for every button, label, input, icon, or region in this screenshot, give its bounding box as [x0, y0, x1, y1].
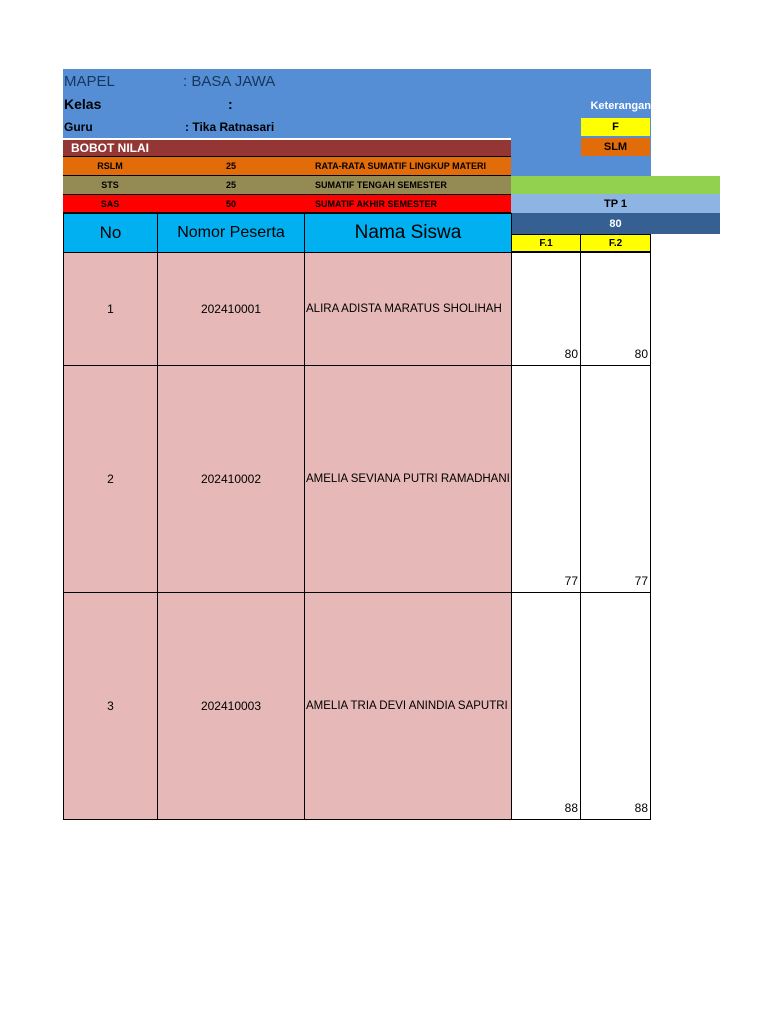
bobot-row-rslm [63, 156, 511, 175]
row-nama: AMELIA TRIA DEVI ANINDIA SAPUTRI [304, 592, 512, 820]
tp-score-text: 80 [609, 217, 622, 230]
header-nomor-peserta: Nomor Peserta [157, 213, 305, 253]
row-f2: 80 [580, 252, 651, 366]
keterangan-title: Keterangan [590, 100, 651, 112]
kelas-value: : [228, 96, 233, 112]
bobot-row-sts [63, 175, 511, 194]
row-nomor: 202410002 [157, 365, 305, 593]
bobot-desc: SUMATIF AKHIR SEMESTER [315, 198, 438, 209]
bobot-row-sas [63, 194, 511, 213]
f2-header: F.2 [580, 234, 651, 252]
row-f2: 88 [580, 592, 651, 820]
tp-label-text: TP 1 [603, 197, 628, 210]
tp-label [511, 194, 720, 213]
row-f1: 77 [511, 365, 581, 593]
row-nomor: 202410001 [157, 252, 305, 366]
bobot-value: 25 [225, 161, 236, 171]
guru-value: : Tika Ratnasari [185, 120, 275, 134]
kelas-label: Kelas [64, 96, 102, 112]
bobot-nilai-title: BOBOT NILAI [71, 141, 149, 155]
row-f1: 80 [511, 252, 581, 366]
tp-score [511, 213, 720, 234]
header-nama-siswa: Nama Siswa [304, 213, 512, 253]
bobot-value: 50 [225, 198, 236, 209]
row-nama: AMELIA SEVIANA PUTRI RAMADHANI [304, 365, 512, 593]
bobot-code: SAS [100, 198, 120, 209]
bobot-code: RSLM [97, 161, 123, 171]
row-f2: 77 [580, 365, 651, 593]
bobot-desc: RATA-RATA SUMATIF LINGKUP MATERI [315, 161, 486, 171]
guru-label: Guru [64, 120, 93, 134]
row-nama: ALIRA ADISTA MARATUS SHOLIHAH [304, 252, 512, 366]
keterangan-f: F [581, 118, 650, 136]
bobot-value: 25 [225, 180, 236, 190]
mapel-label: MAPEL [64, 73, 115, 90]
keterangan-slm: SLM [581, 138, 650, 156]
bobot-desc: SUMATIF TENGAH SEMESTER [315, 180, 447, 190]
green-bar [511, 176, 720, 194]
f1-header: F.1 [511, 234, 581, 252]
row-nomor: 202410003 [157, 592, 305, 820]
bobot-nilai-bar [63, 138, 511, 156]
row-f1: 88 [511, 592, 581, 820]
row-no: 1 [63, 252, 158, 366]
row-no: 3 [63, 592, 158, 820]
header-no: No [63, 213, 158, 253]
bobot-code: STS [101, 180, 119, 190]
row-no: 2 [63, 365, 158, 593]
mapel-value: : BASA JAWA [183, 73, 276, 90]
